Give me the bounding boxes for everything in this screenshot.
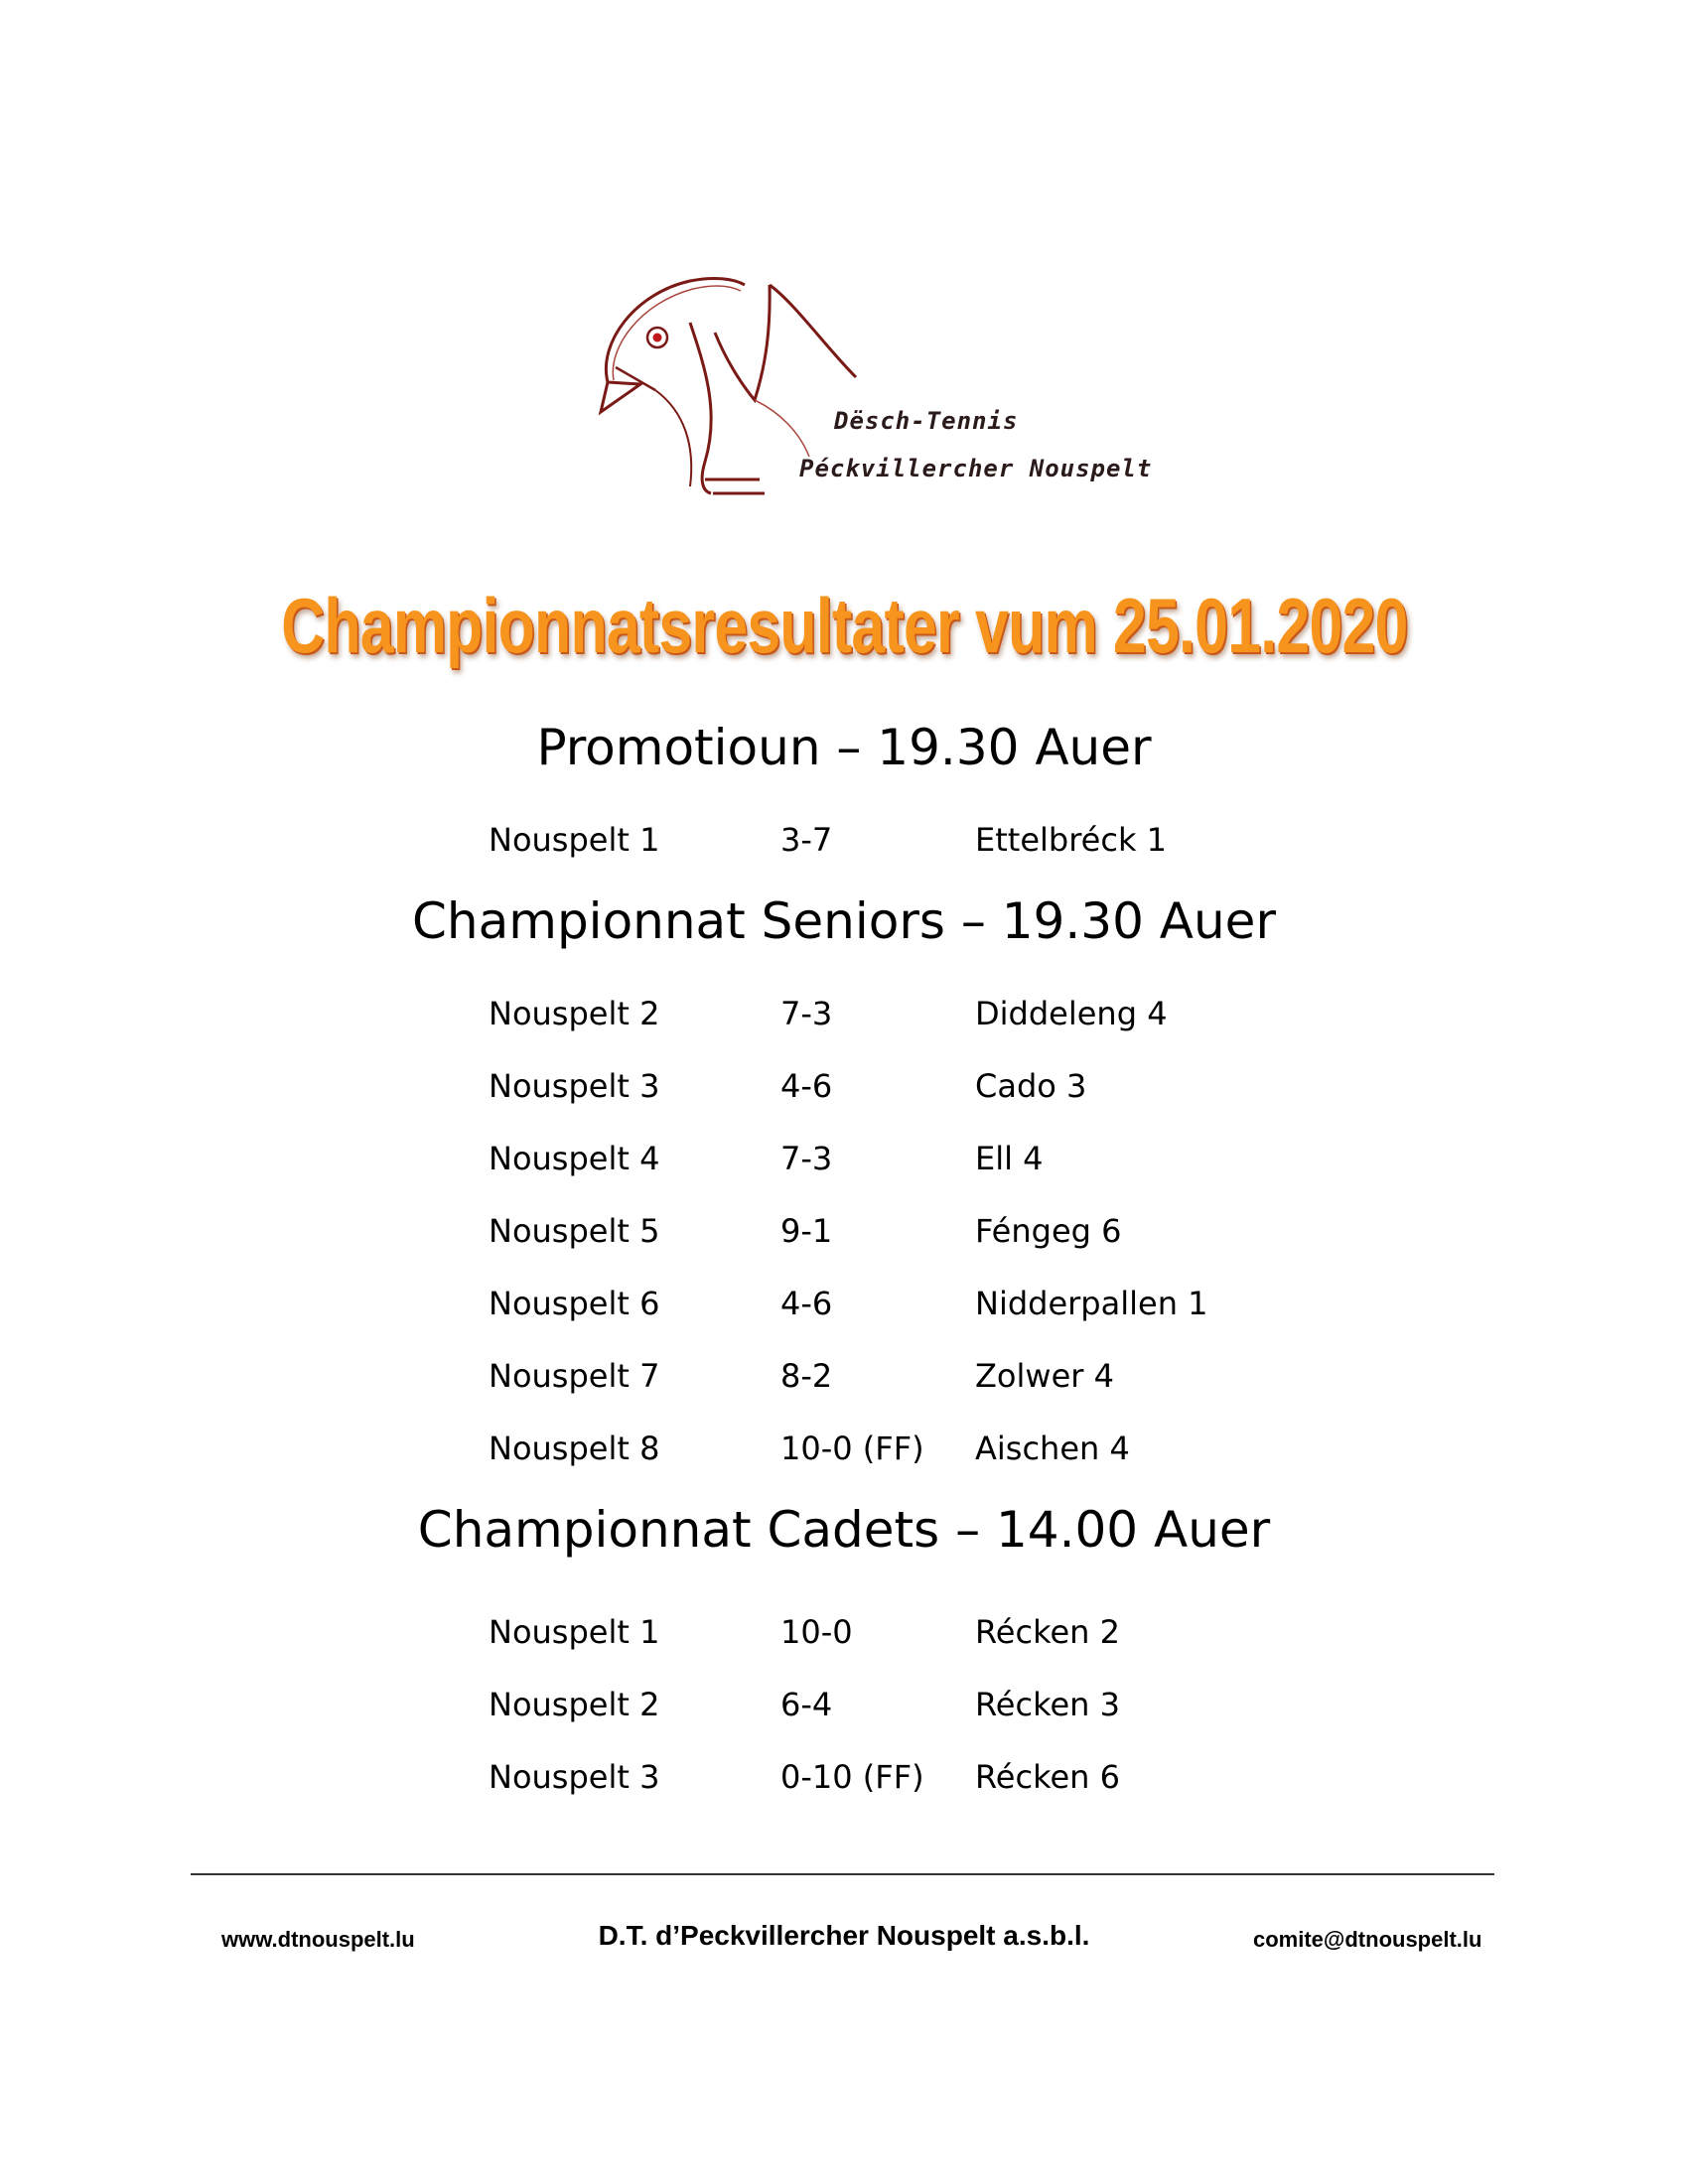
score: 10-0 <box>780 1613 853 1651</box>
home-team: Nouspelt 3 <box>489 1758 660 1796</box>
logo-text-line1: Dësch-Tennis <box>834 407 1019 435</box>
score: 10-0 (FF) <box>780 1430 924 1467</box>
away-team: Ettelbréck 1 <box>975 821 1167 859</box>
score: 0-10 (FF) <box>780 1758 924 1796</box>
home-team: Nouspelt 8 <box>489 1430 660 1467</box>
score: 9-1 <box>780 1212 833 1250</box>
home-team: Nouspelt 2 <box>489 1686 660 1723</box>
away-team: Récken 6 <box>975 1758 1120 1796</box>
home-team: Nouspelt 2 <box>489 995 660 1032</box>
away-team: Nidderpallen 1 <box>975 1285 1208 1322</box>
away-team: Cado 3 <box>975 1067 1087 1105</box>
footer-email-link[interactable]: comite@dtnouspelt.lu <box>1253 1927 1482 1952</box>
score: 4-6 <box>780 1285 833 1322</box>
score: 8-2 <box>780 1357 833 1395</box>
section-title-seniors: Championnat Seniors – 19.30 Auer <box>412 892 1276 950</box>
section-title-cadets: Championnat Cadets – 14.00 Auer <box>417 1501 1271 1559</box>
home-team: Nouspelt 3 <box>489 1067 660 1105</box>
score: 6-4 <box>780 1686 833 1723</box>
away-team: Ell 4 <box>975 1140 1044 1177</box>
away-team: Récken 2 <box>975 1613 1120 1651</box>
away-team: Zolwer 4 <box>975 1357 1114 1395</box>
away-team: Diddeleng 4 <box>975 995 1168 1032</box>
section-title-promotioun: Promotioun – 19.30 Auer <box>536 719 1152 776</box>
result-row <box>0 1357 1688 1401</box>
home-team: Nouspelt 6 <box>489 1285 660 1322</box>
score: 7-3 <box>780 1140 833 1177</box>
away-team: Aischen 4 <box>975 1430 1130 1467</box>
score: 3-7 <box>780 821 833 859</box>
page-title: Championnatsresultater vum 25.01.2020 <box>281 582 1408 669</box>
result-row <box>0 1686 1688 1729</box>
club-logo <box>596 273 1153 511</box>
result-row <box>0 1285 1688 1328</box>
score: 7-3 <box>780 995 833 1032</box>
score: 4-6 <box>780 1067 833 1105</box>
result-row <box>0 1212 1688 1256</box>
home-team: Nouspelt 4 <box>489 1140 660 1177</box>
result-row <box>0 1140 1688 1183</box>
result-row <box>0 1430 1688 1473</box>
home-team: Nouspelt 7 <box>489 1357 660 1395</box>
result-row <box>0 1758 1688 1802</box>
footer-website-link[interactable]: www.dtnouspelt.lu <box>221 1927 415 1952</box>
footer-club-name: D.T. d’Peckvillercher Nouspelt a.s.b.l. <box>598 1920 1090 1951</box>
footer-divider <box>191 1873 1494 1875</box>
home-team: Nouspelt 1 <box>489 821 660 859</box>
away-team: Féngeg 6 <box>975 1212 1122 1250</box>
result-row <box>0 1613 1688 1657</box>
logo-text-line2: Péckvillercher Nouspelt <box>799 455 1153 482</box>
result-row <box>0 821 1688 865</box>
home-team: Nouspelt 5 <box>489 1212 660 1250</box>
result-row <box>0 1067 1688 1111</box>
result-row <box>0 995 1688 1038</box>
away-team: Récken 3 <box>975 1686 1120 1723</box>
home-team: Nouspelt 1 <box>489 1613 660 1651</box>
